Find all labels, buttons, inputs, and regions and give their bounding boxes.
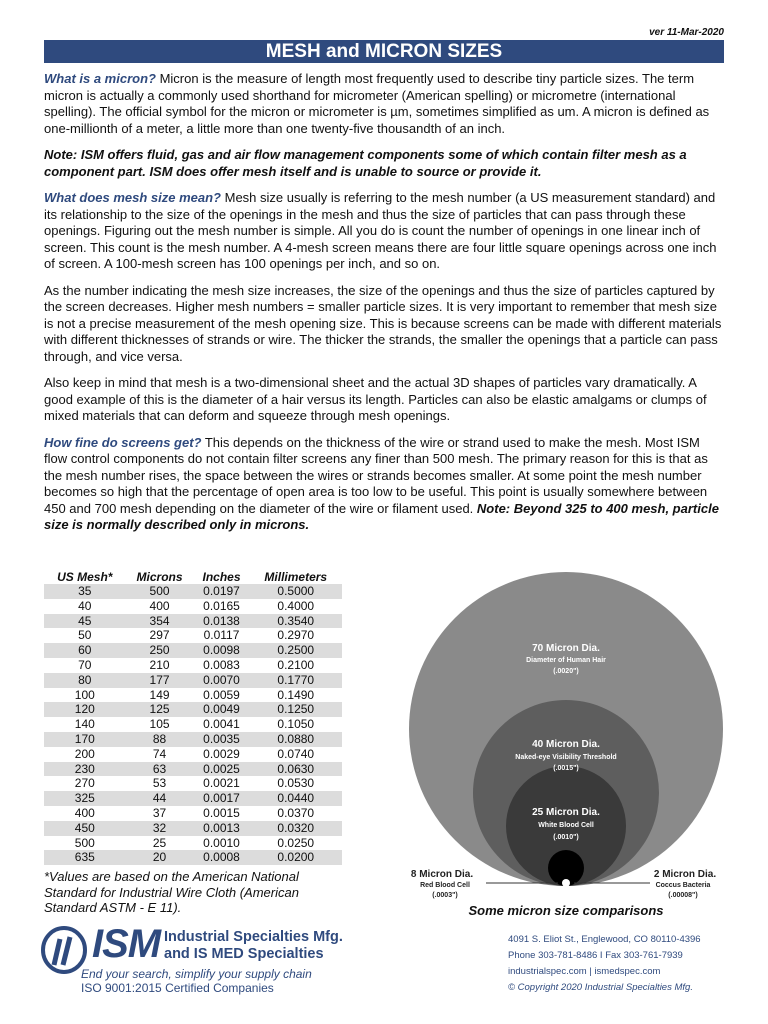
table-cell: 125 xyxy=(126,702,194,717)
table-cell: 170 xyxy=(44,732,126,747)
table-cell: 210 xyxy=(149,657,170,672)
version-label: ver 11-Mar-2020 xyxy=(649,27,724,38)
column-header: Inches xyxy=(202,570,241,584)
table-cell: 149 xyxy=(149,687,170,702)
table-cell: 177 xyxy=(126,673,194,688)
mesh-table xyxy=(44,570,342,865)
table-cell: 0.2100 xyxy=(277,657,315,672)
table-cell: 74 xyxy=(152,746,167,761)
table-cell: 0.0630 xyxy=(250,762,342,777)
increase-paragraph: As the number indicating the mesh size increases, the size of the openings and thus the size of particles captured by the screen decreases. Higher mesh numbers = smaller particle sizes. It is very important to remember that mesh size is not a precise measurement of the mesh opening size. This is because screens can be made with different materials with different thicknesses of strands or wire. The thicker the strands, the smaller the openings that a particle can pass through, and vice versa. xyxy=(44,282,722,364)
hair-desc: Diameter of Human Hair xyxy=(526,657,606,664)
table-cell: 0.1770 xyxy=(250,673,342,688)
company-name-line2: and IS MED Specialties xyxy=(164,946,324,962)
table-row xyxy=(44,702,342,717)
table-cell: 0.0165 xyxy=(203,598,240,613)
mesh-heading: What does mesh size mean? xyxy=(44,190,221,205)
table-cell: 32 xyxy=(126,821,194,836)
table-cell: 0.0880 xyxy=(250,732,342,747)
wbc-desc: White Blood Cell xyxy=(538,822,594,829)
hair-title: 70 Micron Dia. xyxy=(532,643,600,654)
table-cell: 0.0013 xyxy=(193,821,249,836)
fine-note: Note: Beyond 325 to 400 mesh, particle size is normally described only in microns. xyxy=(44,500,719,532)
table-cell: 0.0250 xyxy=(277,835,315,850)
table-row xyxy=(44,658,342,673)
bacteria-circle xyxy=(562,879,570,887)
table-cell: 120 xyxy=(44,702,126,717)
table-cell: 53 xyxy=(152,776,167,791)
column-header: Millimeters xyxy=(264,570,328,584)
table-cell: 270 xyxy=(74,776,95,791)
table-row xyxy=(44,791,342,806)
table-cell: 0.0070 xyxy=(193,673,249,688)
table-cell: 0.1250 xyxy=(250,702,342,717)
table-cell: 0.0010 xyxy=(203,835,240,850)
table-row xyxy=(44,717,342,732)
table-row xyxy=(44,850,342,865)
table-cell: 80 xyxy=(44,673,126,688)
table-cell: 0.0320 xyxy=(250,821,342,836)
table-cell: 400 xyxy=(149,598,170,613)
table-cell: 500 xyxy=(74,835,95,850)
table-row xyxy=(44,732,342,747)
table-cell: 63 xyxy=(126,762,194,777)
table-cell: 0.0440 xyxy=(250,791,342,806)
table-cell: 450 xyxy=(44,821,126,836)
figure-caption: Some micron size comparisons xyxy=(468,903,664,918)
table-cell: 70 xyxy=(78,657,92,672)
table-cell: 0.2970 xyxy=(277,628,315,643)
table-cell: 0.0530 xyxy=(277,776,315,791)
table-cell: 44 xyxy=(126,791,194,806)
logo-wordmark: ISM xyxy=(92,922,161,966)
contact-info xyxy=(508,932,701,996)
table-cell: 500 xyxy=(126,584,194,599)
tagline: End your search, simplify your supply chain xyxy=(81,967,312,981)
table-cell: 0.0008 xyxy=(193,850,249,865)
table-cell: 0.0059 xyxy=(203,687,240,702)
table-cell: 0.1050 xyxy=(277,717,315,732)
micron-text: Micron is the measure of length most frequently used to describe tiny particle sizes. The term micron is actually a commonly used shorthand for micrometer (American spelling) or micrometre (international spelling). The official symbol for the micron or micrometer is µm, sometimes simplified as um. A micron is defined as one-millionth of a meter, a little more than one twenty-five thousandth of an inch. xyxy=(44,71,710,136)
micron-heading: What is a micron? xyxy=(44,71,156,86)
phone-fax: Phone 303-781-8486 I Fax 303-761-7939 xyxy=(508,950,683,961)
column-header: Microns xyxy=(136,570,183,584)
wbc-inch: (.0010") xyxy=(553,834,579,841)
dimension-paragraph: Also keep in mind that mesh is a two-dimensional sheet and the actual 3D shapes of particles vary dramatically. A good example of this is the diameter of a hair versus its length. Particles can also be elastic amalgams or clumps of mixed materials that can deform and squeeze through mesh openings. xyxy=(44,375,707,423)
hair-inch: (.0020") xyxy=(553,668,579,675)
table-cell: 0.0035 xyxy=(193,732,249,747)
rbc-desc: Red Blood Cell xyxy=(420,882,470,889)
table-cell: 100 xyxy=(74,687,95,702)
table-row xyxy=(44,776,342,791)
table-cell: 400 xyxy=(74,805,95,820)
table-cell: 0.0049 xyxy=(193,702,249,717)
table-cell: 0.1490 xyxy=(277,687,315,702)
table-row xyxy=(44,747,342,762)
table-cell: 0.0138 xyxy=(193,614,249,629)
table-row xyxy=(44,688,342,703)
table-cell: 60 xyxy=(44,643,126,658)
table-row xyxy=(44,599,342,614)
table-cell: 0.0015 xyxy=(203,805,240,820)
table-cell: 0.0041 xyxy=(203,717,240,732)
table-row xyxy=(44,628,342,643)
table-cell: 0.0200 xyxy=(250,850,342,865)
table-cell: 50 xyxy=(78,628,92,643)
table-cell: 0.0098 xyxy=(193,643,249,658)
table-cell: 0.4000 xyxy=(277,598,315,613)
fine-heading: How fine do screens get? xyxy=(44,434,202,450)
eye-title: 40 Micron Dia. xyxy=(532,739,600,750)
table-cell: 0.0370 xyxy=(277,805,315,820)
table-cell: 20 xyxy=(126,850,194,865)
table-cell: 250 xyxy=(126,643,194,658)
table-row xyxy=(44,584,342,599)
table-cell: 200 xyxy=(74,746,95,761)
website-separator: | xyxy=(589,966,592,977)
table-cell: 35 xyxy=(44,584,126,599)
page-title: MESH and MICRON SIZES xyxy=(44,40,724,63)
table-cell: 0.0029 xyxy=(203,746,240,761)
table-cell: 25 xyxy=(152,835,167,850)
table-row xyxy=(44,762,342,777)
table-cell: 325 xyxy=(44,791,126,806)
table-cell: 0.0197 xyxy=(193,584,249,599)
company-name-line1: Industrial Specialties Mfg. xyxy=(164,929,343,945)
body-text xyxy=(44,71,726,544)
bacteria-title: 2 Micron Dia. xyxy=(653,869,717,880)
table-row xyxy=(44,836,342,851)
eye-desc: Naked-eye Visibility Threshold xyxy=(515,754,617,761)
table-cell: 0.2500 xyxy=(250,643,342,658)
rbc-title: 8 Micron Dia. xyxy=(410,869,474,880)
micron-comparison-figure xyxy=(400,565,768,905)
table-cell: 0.0083 xyxy=(203,657,240,672)
table-cell: 40 xyxy=(78,598,92,613)
micron-paragraph xyxy=(44,71,726,137)
ism-note: Note: ISM offers fluid, gas and air flow management components some of which contain filter mesh as a component part. ISM does offer mesh itself and is unable to source or provide it. xyxy=(44,147,687,179)
column-header: US Mesh* xyxy=(57,570,113,584)
mesh-paragraph xyxy=(44,190,726,273)
table-cell: 45 xyxy=(44,614,126,629)
website-link-ismedspec[interactable]: ismedspec.com xyxy=(594,966,661,977)
table-footnote: *Values are based on the American National Standard for Industrial Wire Cloth (American Standard ASTM - E 11). xyxy=(44,869,299,915)
table-cell: 0.0740 xyxy=(277,746,315,761)
bacteria-desc: Coccus Bacteria xyxy=(655,882,711,889)
table-cell: 0.0021 xyxy=(203,776,240,791)
table-cell: 105 xyxy=(149,717,170,732)
table-row xyxy=(44,643,342,658)
table-cell: 635 xyxy=(44,850,126,865)
table-cell: 88 xyxy=(126,732,194,747)
mesh-text: Mesh size usually is referring to the mesh number (a US measurement standard) and its relationship to the size of the openings in the mesh and thus the size of particles that can pass through these openings. Figuring out the mesh number is simple. All you do is count the number of openings in one linear inch of screen. This count is the mesh number. A 4-mesh screen means there are four little square openings across one inch of screen. A 100-mesh screen has 100 openings per inch, and so on. xyxy=(44,190,717,271)
rbc-inch: (.0003") xyxy=(432,892,458,899)
table-cell: 37 xyxy=(152,805,167,820)
bacteria-inch: (.00008") xyxy=(668,892,698,899)
company-name xyxy=(164,929,343,963)
table-cell: 0.5000 xyxy=(250,584,342,599)
table-cell: 297 xyxy=(149,628,170,643)
table-cell: 354 xyxy=(126,614,194,629)
table-row xyxy=(44,821,342,836)
table-cell: 0.0025 xyxy=(193,762,249,777)
eye-inch: (.0015") xyxy=(553,765,579,772)
wbc-title: 25 Micron Dia. xyxy=(532,807,600,818)
table-cell: 0.0117 xyxy=(203,628,240,643)
table-cell: 140 xyxy=(74,717,95,732)
websites xyxy=(508,964,701,980)
table-cell: 0.0017 xyxy=(193,791,249,806)
table-cell: 0.3540 xyxy=(250,614,342,629)
table-row xyxy=(44,806,342,821)
table-row xyxy=(44,673,342,688)
table-row xyxy=(44,614,342,629)
fine-text: This depends on the thickness of the wire or strand used to make the mesh. Most ISM flow control components do not contain filter screens any finer than 500 mesh. The primary reason for this is that as the mesh number rises, the space between the wires or strands becomes smaller. At some point the mesh number becomes so high that the percentage of open area is too low to be useful. This point is usually somewhere between 450 and 700 mesh depending on the diameter of the wire or filament used. xyxy=(44,434,708,516)
copyright: © Copyright 2020 Industrial Specialties Mfg. xyxy=(508,982,693,993)
fine-paragraph xyxy=(44,435,726,534)
address: 4091 S. Eliot St., Englewood, CO 80110-4396 xyxy=(508,934,701,945)
table-cell: 230 xyxy=(44,762,126,777)
iso-certification: ISO 9001:2015 Certified Companies xyxy=(81,981,274,995)
website-link-industrialspec[interactable]: industrialspec.com xyxy=(508,966,587,977)
